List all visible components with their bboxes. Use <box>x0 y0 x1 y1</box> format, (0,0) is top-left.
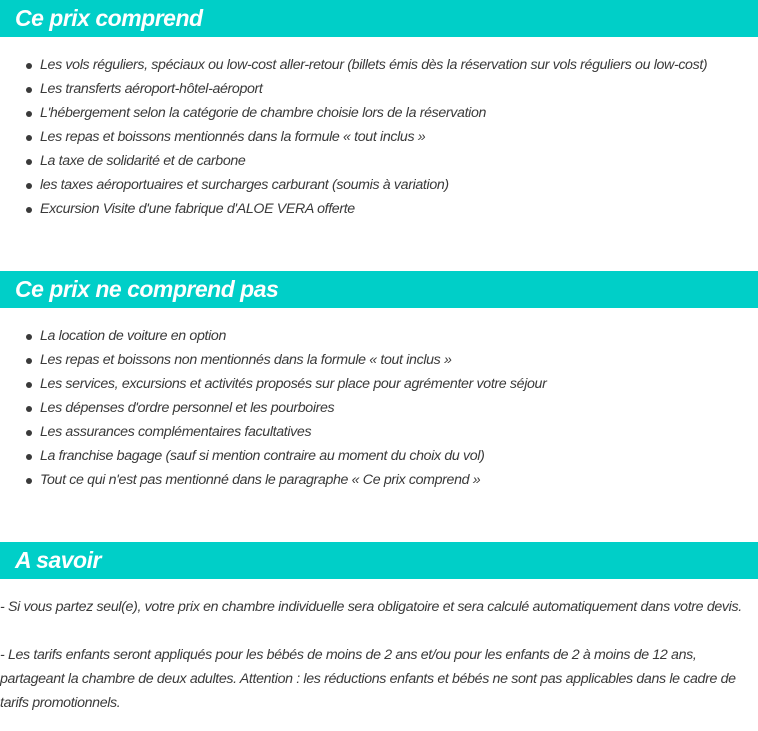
not-included-list <box>0 324 546 492</box>
list-item: Les transferts aéroport-hôtel-aéroport <box>0 77 707 101</box>
section-header-not-included <box>0 271 758 308</box>
bullet-icon <box>26 183 32 189</box>
list-item: Excursion Visite d'une fabrique d'ALOE VERA offerte <box>0 197 707 221</box>
bullet-icon <box>26 159 32 165</box>
list-item: Les dépenses d'ordre personnel et les pourboires <box>0 396 546 420</box>
list-item: les taxes aéroportuaires et surcharges carburant (soumis à variation) <box>0 173 707 197</box>
list-item: La taxe de solidarité et de carbone <box>0 149 707 173</box>
bullet-icon <box>26 454 32 460</box>
info-paragraph-single-room: - Si vous partez seul(e), votre prix en chambre individuelle sera obligatoire et sera calculé automatiquement dans votre devis. <box>0 599 742 615</box>
included-list <box>0 53 707 221</box>
list-item: Les repas et boissons non mentionnés dans la formule « tout inclus » <box>0 348 546 372</box>
list-item: L'hébergement selon la catégorie de chambre choisie lors de la réservation <box>0 101 707 125</box>
list-item: Les services, excursions et activités proposés sur place pour agrémenter votre séjour <box>0 372 546 396</box>
section-header-good-to-know <box>0 542 758 579</box>
bullet-icon <box>26 358 32 364</box>
bullet-icon <box>26 63 32 69</box>
list-item: La franchise bagage (sauf si mention contraire au moment du choix du vol) <box>0 444 546 468</box>
list-item: Les vols réguliers, spéciaux ou low-cost aller-retour (billets émis dès la réservation sur vols réguliers ou low-cost) <box>0 53 707 77</box>
bullet-icon <box>26 111 32 117</box>
section-title: Ce prix ne comprend pas <box>15 276 279 302</box>
bullet-icon <box>26 334 32 340</box>
section-title: A savoir <box>15 547 101 573</box>
bullet-icon <box>26 135 32 141</box>
section-header-included <box>0 0 758 37</box>
info-paragraph-child-rates: - Les tarifs enfants seront appliqués pour les bébés de moins de 2 ans et/ou pour les enfants de 2 à moins de 12 ans, partageant la chambre de deux adultes. Attention : les réductions enfants et bébés ne sont pas applicables dans le cadre de tarifs promotionnels. <box>0 647 736 711</box>
section-title: Ce prix comprend <box>15 5 203 31</box>
bullet-icon <box>26 406 32 412</box>
list-item: Tout ce qui n'est pas mentionné dans le paragraphe « Ce prix comprend » <box>0 468 546 492</box>
list-item: Les repas et boissons mentionnés dans la formule « tout inclus » <box>0 125 707 149</box>
bullet-icon <box>26 382 32 388</box>
bullet-icon <box>26 207 32 213</box>
bullet-icon <box>26 430 32 436</box>
list-item: Les assurances complémentaires facultatives <box>0 420 546 444</box>
bullet-icon <box>26 87 32 93</box>
list-item: La location de voiture en option <box>0 324 546 348</box>
bullet-icon <box>26 478 32 484</box>
